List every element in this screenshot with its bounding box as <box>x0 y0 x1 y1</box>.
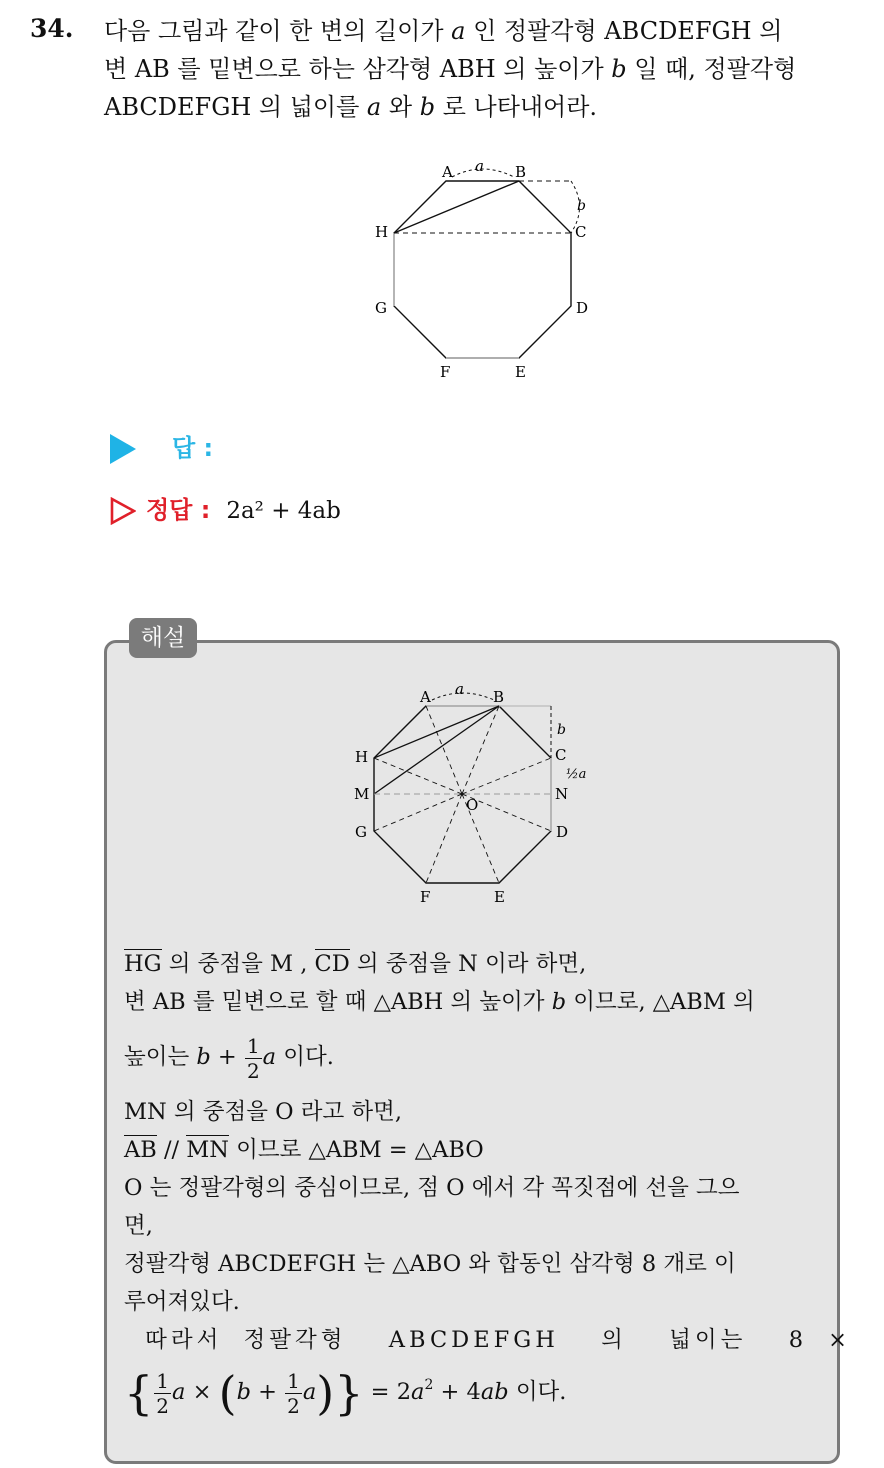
vertex-h: H <box>375 223 389 241</box>
vertex-a-2: A <box>420 688 431 706</box>
side-label: a <box>475 157 484 175</box>
vertex-g: G <box>375 299 387 317</box>
expl-line-4: MN 의 중점을 O 라고 하면, <box>124 1099 402 1125</box>
expl-line-1: HG 의 중점을 M , CD 의 중점을 N 이라 하면, <box>124 951 587 977</box>
vertex-e: E <box>515 363 526 381</box>
height-label: b <box>577 198 586 214</box>
expl-line-6: O 는 정팔각형의 중심이므로, 점 O 에서 각 꼭짓점에 선을 그으 <box>124 1175 740 1201</box>
vertex-c: C <box>575 223 587 241</box>
correct-answer-label: 정답 : <box>146 496 211 524</box>
expl-line-3: 높이는 b + $\frac{1}{2}$ a 이다. <box>124 1033 334 1083</box>
half-a-label: ½a <box>566 767 587 782</box>
question-line-2: 변 AB 를 밑변으로 하는 삼각형 ABH 의 높이가 b 일 때, 정팔각형 <box>104 55 797 83</box>
correct-answer-value: 2a² + 4ab <box>226 498 341 524</box>
vertex-c-2: C <box>555 746 567 764</box>
expl-line-8: 정팔각형 ABCDEFGH 는 △ABO 와 합동인 삼각형 8 개로 이 <box>124 1251 736 1277</box>
segment-hb <box>394 181 519 233</box>
expl-line-9: 루어져있다. <box>124 1289 240 1315</box>
question-text <box>104 12 858 126</box>
octagon-figure <box>360 155 610 385</box>
vertex-h-2: H <box>355 748 369 766</box>
play-outline-icon <box>110 497 136 525</box>
vertex-e-2: E <box>494 888 505 906</box>
octagon-shape <box>394 181 571 358</box>
expl-line-11: { $\frac{1}{2}$ a × (b + $\frac{1}{2}$ $a)\} = 2a^2 + 4ab$ 이다. <box>124 1366 567 1420</box>
expl-line-10: 따라서 정팔각형 ABCDEFGH 의 넓이는 8 × <box>124 1327 852 1353</box>
explanation-text <box>124 945 852 1425</box>
vertex-a: A <box>442 163 453 181</box>
correct-answer-row <box>110 490 341 525</box>
vertex-f-2: F <box>420 888 431 906</box>
vertex-b-2: B <box>493 688 505 706</box>
question-line-1: 다음 그림과 같이 한 변의 길이가 a 인 정팔각형 ABCDEFGH 의 <box>104 17 783 45</box>
center-label: O <box>466 796 479 814</box>
vertex-b: B <box>515 163 527 181</box>
expl-line-2: 변 AB 를 밑변으로 할 때 △ABH 의 높이가 b 이므로, △ABM 의 <box>124 989 755 1015</box>
vertex-g-2: G <box>355 823 367 841</box>
answer-label: 답 : <box>172 434 214 462</box>
question-line-3: ABCDEFGH 의 넓이를 a 와 b 로 나타내어라. <box>104 93 598 121</box>
side-label-2: a <box>455 680 464 698</box>
expl-line-7: 면, <box>124 1213 153 1239</box>
height-label-2: b <box>557 722 566 738</box>
answer-row <box>110 428 213 464</box>
explanation-tag: 해설 <box>129 618 197 658</box>
vertex-f: F <box>440 363 451 381</box>
vertex-d: D <box>576 299 589 317</box>
vertex-d-2: D <box>556 823 569 841</box>
center-point <box>460 792 463 795</box>
play-icon <box>110 434 136 464</box>
explanation-figure <box>340 680 620 910</box>
midpoint-n: N <box>555 785 569 803</box>
expl-line-5: AB // MN 이므로 △ABM = △ABO <box>124 1137 484 1163</box>
question-number: 34. <box>30 14 74 43</box>
midpoint-m: M <box>354 785 370 803</box>
